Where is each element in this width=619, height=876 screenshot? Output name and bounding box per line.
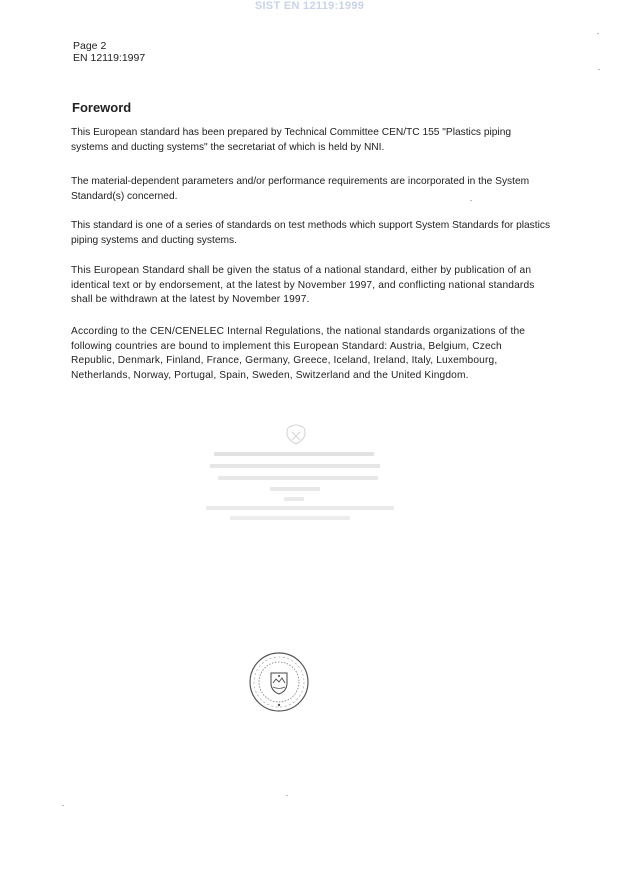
official-seal (248, 651, 310, 713)
foreword-paragraph-3: This standard is one of a series of standards on test methods which support System Standards for plastics piping systems and ducting systems. (71, 220, 551, 246)
foreword-paragraph-4: This European Standard shall be given the status of a national standard, either by publication of an identical text or by endorsement, at the latest by November 1997, and conflicting national standards shall be withdrawn at the latest by November 1997. (71, 265, 535, 305)
watermark: SIST EN 12119:1999 (254, 0, 365, 12)
page-number: Page 2 (73, 40, 107, 52)
standard-number: EN 12119:1997 (73, 52, 146, 64)
foreword-paragraph-2: The material-dependent parameters and/or performance requirements are incorporated in the System Standard(s) concerned. (71, 176, 530, 202)
faded-stamp (200, 420, 400, 530)
seal-emblem (248, 651, 310, 713)
foreword-paragraph-5: According to the CEN/CENELEC Internal Regulations, the national standards organizations of the following countries are bound to implement this European Standard: Austria, Belgium, Czech Republic, Denmark, Finland, France, Germany, Greece, Iceland, Ireland, Italy, Luxembourg, Netherlands, Norway, Portugal, Spain, Sweden, Switzerland and the United Kingdom. (71, 326, 526, 381)
faded-stamp-graphic (200, 420, 400, 530)
foreword-title: Foreword (72, 100, 132, 115)
foreword-paragraph-1: This European standard has been prepared by Technical Committee CEN/TC 155 "Plastics piping systems and ducting systems" the secretariat of which is held by NNI. (71, 127, 512, 153)
page-header (73, 40, 145, 64)
